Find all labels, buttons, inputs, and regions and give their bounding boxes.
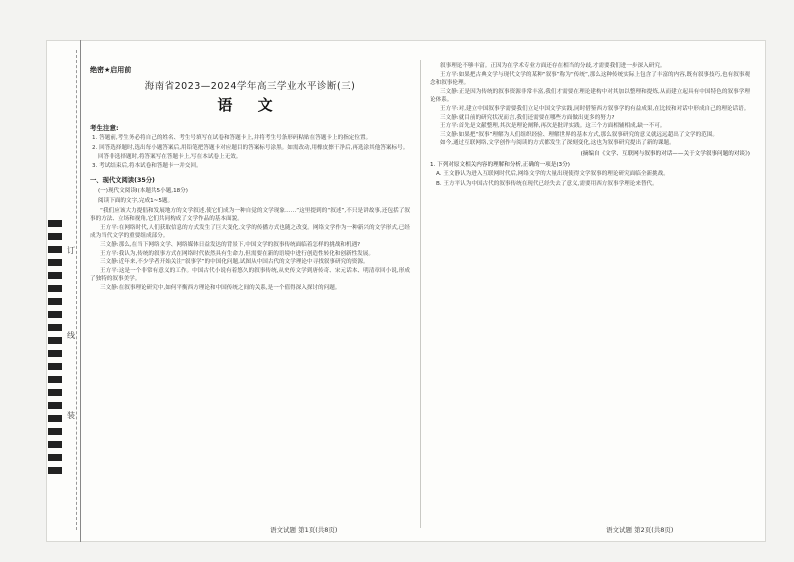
- paragraph: “我们应该大力提倡和发展地方的文学叙述,使它们成为一种自觉的文学现象……”这里提到的“叙述”,不只是讲故事,还包括了叙事的方法、立场和视角,它们共同构成了文学作品的基本面貌。: [90, 207, 410, 223]
- paragraph: 王方平:如果把古典文学与现代文学的某种“叙事”称为“传统”,那么这种传统实际上包含了丰富的内容,既有叙事技巧,也有叙事观念和叙事伦理。: [430, 71, 750, 87]
- paragraph: 如今,通过互联网络,文学创作与阅读的方式都发生了深刻变化,这也为叙事研究提出了新的课题。: [440, 140, 675, 147]
- secret-label: 绝密★启用前: [90, 66, 132, 74]
- paragraph: 王方平:这是一个非常有意义的工作。中国古代小说有着悠久的叙事传统,从史传文学到唐传奇、宋元话本、明清章回小说,形成了独特的叙事美学。: [90, 267, 410, 283]
- exam-sheet: [46, 40, 766, 542]
- question-1: 1. 下列对原文相关内容的理解和分析,正确的一项是(3分): [430, 161, 570, 168]
- left-column: [90, 62, 410, 524]
- source-citation: (摘编自《文学、互联网与叙事的对话——关于文学叙事问题的对谈》): [580, 150, 750, 157]
- paragraph: 三文静:如果把“叙事”理解为人们组织经验、理解世界的基本方式,那么叙事研究的意义就远远超出了文学的范围。: [440, 131, 718, 138]
- paragraph: 三文静:在叙事理论研究中,如何平衡西方理论和中国传统之间的关系,是一个值得深入探讨的问题。: [100, 284, 341, 291]
- barcode-strip: [48, 220, 62, 480]
- instruction: 阅读下面的文字,完成1~5题。: [98, 197, 174, 204]
- page-footer-left: 语文试题 第1页(共8页): [270, 526, 338, 534]
- note-item: 1. 答题前,考生务必将自己的姓名、考生号填写在试卷和答题卡上,并将考生号条形码粘贴在答题卡上的指定位置。: [92, 135, 372, 142]
- binding-mark: 订: [67, 246, 75, 255]
- exam-title: 海南省2023—2024学年高三学业水平诊断(三): [144, 80, 356, 92]
- binding-mark: 装: [67, 411, 75, 420]
- paragraph: 三文静:正是因为传统的叙事资源非常丰富,我们才需要在理论建构中对其加以整理和提炼,从而建立起具有中国特色的叙事学理论体系。: [430, 88, 750, 104]
- section-title: 一、现代文阅读(35分): [90, 176, 155, 184]
- note-item: 2. 回答选择题时,选出每小题答案后,用铅笔把答题卡对应题目的答案标号涂黑。如需改动,用橡皮擦干净后,再选涂其他答案标号。回答非选择题时,将答案写在答题卡上,写在本试卷上无效。: [92, 144, 409, 160]
- option-a: A. 王文静认为进入互联网时代后,网络文学的大量出现使得文学叙事的理论研究面临全新挑战。: [436, 171, 669, 178]
- paragraph: 三文静:近年来,不少学者开始关注“叙事学”的中国化问题,试图从中国古代的文学理论中寻找叙事研究的资源。: [100, 259, 369, 266]
- right-column: [430, 62, 750, 524]
- subject-title: 语 文: [217, 96, 283, 115]
- cut-line: [76, 50, 77, 530]
- binding-mark: 线: [67, 331, 75, 340]
- paragraph: 王方平:首先是文献整理,其次是理论阐释,再次是批评实践。这三个方面相辅相成,缺一不可。: [440, 123, 666, 130]
- paragraph: 三文静:就目前的研究状况而言,我们还需要在哪些方面做出更多的努力?: [440, 114, 615, 121]
- column-divider: [420, 60, 421, 528]
- paragraph: 王方平:在网络时代,人们获取信息的方式发生了巨大变化,文学的传播方式也随之改变。网络文学作为一种新兴的文学形式,已经成为当代文学的重要组成部分。: [90, 224, 410, 240]
- paragraph: 王方平:我认为,传统的叙事方式在网络时代依然具有生命力,但需要在新的语境中进行创造性转化和创新性发展。: [100, 250, 374, 257]
- paragraph: 叙事理论不够丰富。正因为在学术专业方面还存在相当的分歧,才需要我们进一步深入研究。: [440, 63, 666, 69]
- paragraph: 三文静:那么,在当下网络文学、网络媒体日益发达的背景下,中国文学的叙事传统面临着怎样的挑战和机遇?: [100, 241, 361, 248]
- binding-margin: [46, 40, 81, 542]
- subsection-title: (一)现代文阅读Ⅰ(本题共5小题,18分): [98, 188, 188, 195]
- note-item: 3. 考试结束后,将本试卷和答题卡一并交回。: [92, 163, 202, 170]
- paragraph: 王方平:对,建立中国叙事学需要我们立足中国文学实践,同时借鉴西方叙事学的有益成果,在比较和对话中形成自己的理论话语。: [440, 105, 750, 112]
- notes-heading: 考生注意:: [90, 123, 119, 132]
- option-b: B. 王方平认为中国古代的叙事传统在现代已经失去了意义,需要用西方叙事学理论来替代。: [436, 180, 658, 187]
- page-footer-right: 语文试题 第2页(共8页): [606, 526, 674, 534]
